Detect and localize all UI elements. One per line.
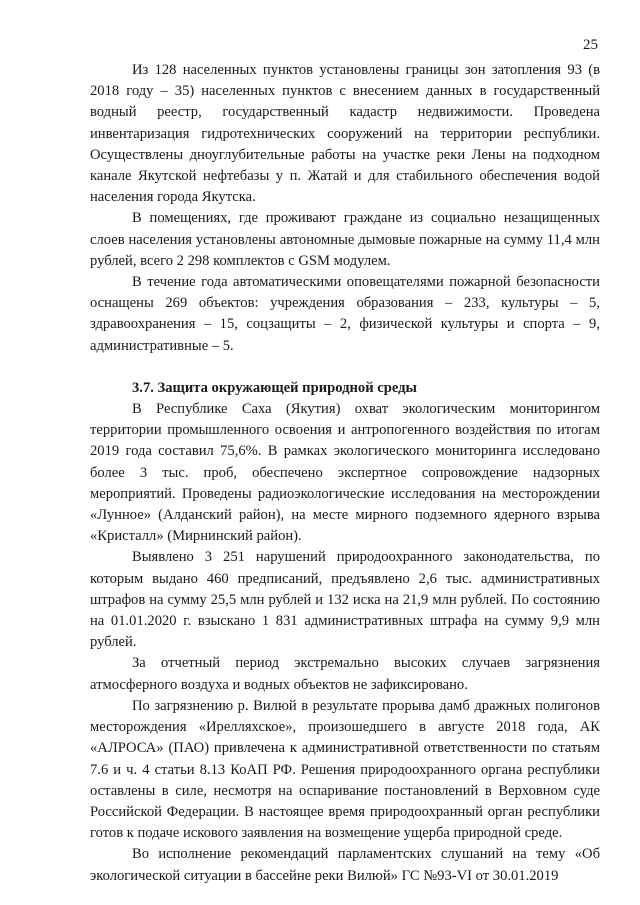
paragraph-smoke-detectors: В помещениях, где проживают граждане из социально незащищенных слоев населения установлены автономные дымовые пожарные на сумму 11,4 млн рублей, всего 2 298 комплектов с GSM модулем. <box>90 210 600 269</box>
paragraph-vilyuy-pollution: По загрязнению р. Вилюй в результате прорыва дамб дражных полигонов месторождения «Ирелляхское», произошедшего в августе 2018 года, АК «АЛРОСА» (ПАО) привлечена к административной ответственности по статьям 7.6 и ч. 4 статьи 8.13 КоАП РФ. Решения природоохранного органа республики оставлены в силе, несмотря на оспаривание постановлений в Верховном суде Российской Федерации. В настоящее время природоохранный орган республики готов к подаче искового заявления на возмещение ущерба природной среде. <box>90 697 600 842</box>
paragraph-pollution-cases: За отчетный период экстремально высоких случаев загрязнения атмосферного воздуха и водных объектов не зафиксировано. <box>90 655 600 693</box>
paragraph-recommendations: Во исполнение рекомендаций парламентских слушаний на тему «Об экологической ситуации в бассейне реки Вилюй» ГС №93-VI от 30.01.2019 <box>90 846 600 884</box>
paragraph-monitoring: В Республике Саха (Якутия) охват экологическим мониторингом территории промышленного освоения и антропогенного воздействия по итогам 2019 года составил 75,6%. В рамках экологического мониторинга исследовано более 3 тыс. проб, обеспечено экспертное сопровождение надзорных мероприятий. Проведены радиоэкологические исследования на месторождении «Лунное» (Алданский район), на месте мирного подземного ядерного взрыва «Кристалл» (Мирнинский район). <box>90 401 600 545</box>
paragraph-fire-alarms: В течение года автоматическими оповещателями пожарной безопасности оснащены 269 объектов: учреждения образования – 233, культуры – 5, здравоохранения – 15, соцзащиты – 2, физической культуры и спорта – 9, административные – 5. <box>90 274 600 354</box>
section-heading: 3.7. Защита окружающей природной среды <box>132 379 417 396</box>
paragraph-flood-zones: Из 128 населенных пунктов установлены границы зон затопления 93 (в 2018 году – 35) населенных пунктов с внесением данных в государственный водный реестр, государственный кадастр недвижимости. Проведена инвентаризация гидротехнических сооружений на территории республики. Осуществлены дноуглубительные работы на участке реки Лены на подходном канале Якутской нефтебазы у п. Жатай и для стабильного обеспечения водой населения города Якутска. <box>90 62 600 206</box>
page-number: 25 <box>583 37 598 53</box>
paragraph-violations: Выявлено 3 251 нарушений природоохранного законодательства, по которым выдано 460 предписаний, предъявлено 2,6 тыс. административных штрафов на сумму 25,5 млн рублей и 132 иска на 21,9 млн рублей. По состоянию на 01.01.2020 г. взыскано 1 831 административных штрафа на сумму 9,9 млн рублей. <box>90 549 600 651</box>
page-body <box>90 60 600 887</box>
